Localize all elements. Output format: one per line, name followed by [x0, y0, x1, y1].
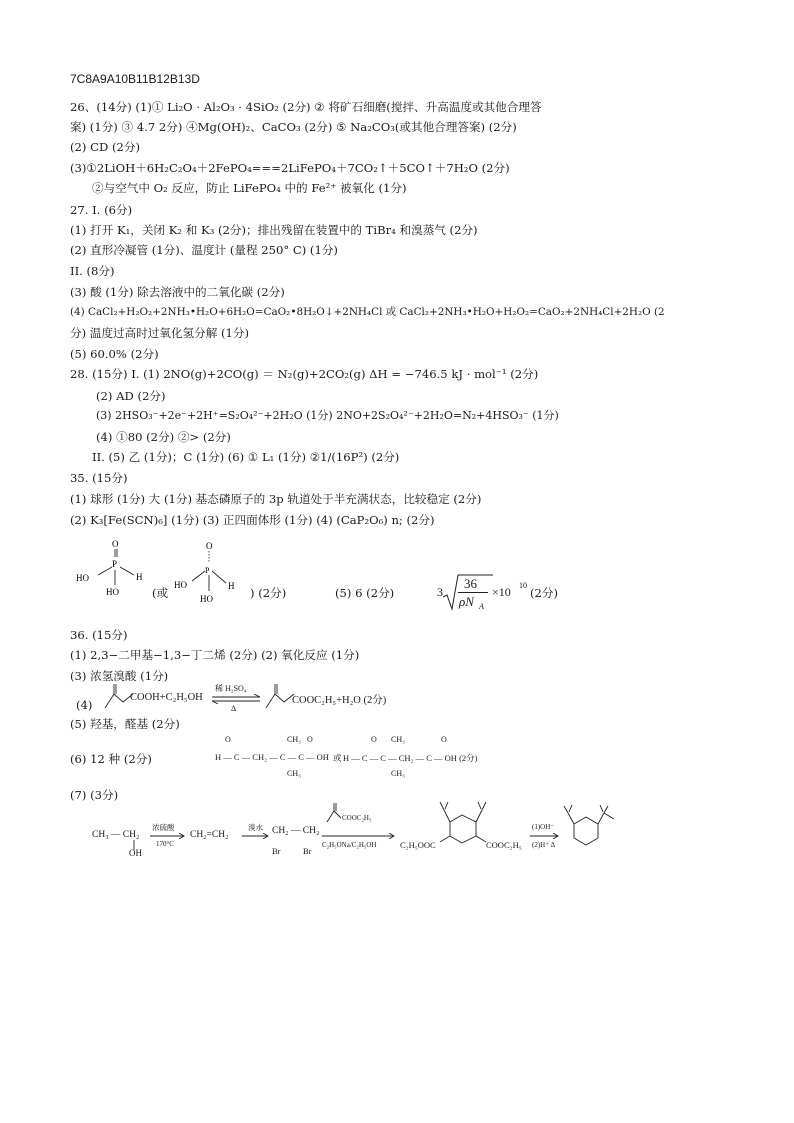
isomer2-ch3-top: CH₃ — [391, 735, 405, 744]
q36-part4-label: (4) — [76, 698, 93, 712]
q28-line-1: 28. (15分) I. (1) 2NO(g)+2CO(g) ＝ N₂(g)+2CO₂(g) ΔH = −746.5 kJ · mol⁻¹ (2分) — [70, 367, 539, 381]
route-arrow-1 — [150, 833, 186, 839]
q35-q6-score: (2分) — [530, 586, 559, 600]
isomer-or: 或 — [333, 753, 342, 763]
struct-ho-left: HO — [76, 573, 89, 583]
route-cond-1: 浓硫酸 — [152, 823, 175, 832]
q27-line-3: (2) 直形冷凝管 (1分)、温度计 (量程 250° C) (1分) — [70, 243, 338, 257]
q36-part6-label: (6) 12 种 (2分) — [70, 752, 152, 766]
h3po2-structure-2 — [172, 535, 252, 610]
q36-line-5: (5) 羟基，醛基 (2分) — [70, 717, 180, 731]
q35-struct-score: ) (2分) — [250, 586, 287, 600]
q36-line-1: 36. (15分) — [70, 628, 128, 642]
route-diester-left: C₂H₅OOC — [400, 840, 436, 850]
isomer2-o-top1: O — [371, 735, 377, 744]
struct-o-atom: O — [112, 539, 119, 549]
q28-line-2: (2) AD (2分) — [96, 389, 166, 403]
route-cond-4b: (2)H⁺ Δ — [532, 841, 556, 849]
struct2-h-atom: H — [228, 581, 235, 591]
q27-line-7: 分) 温度过高时过氧化氢分解 (1分) — [70, 326, 250, 340]
route-product-dione — [562, 804, 622, 854]
q27-line-5: (3) 酸 (1分) 除去溶液中的二氧化碳 (2分) — [70, 285, 285, 299]
root-index: 3 — [437, 585, 443, 599]
fraction-numerator: 36 — [464, 576, 477, 591]
route-ethene: CH₂=CH₂ — [190, 830, 229, 840]
route-start: CH₃ — CH₂ — [92, 830, 140, 840]
route-br-1: Br — [272, 846, 281, 856]
synthesis-route — [92, 800, 732, 870]
route-cond-3: COOC₂H₅ — [342, 814, 372, 822]
q35-or-label: (或 — [152, 586, 169, 600]
isomer1-o-top1: O — [225, 735, 231, 744]
q36-condition-heat: Δ — [231, 704, 237, 713]
q27-line-4: II. (8分) — [70, 264, 115, 278]
q26-line-1: 26、(14分) (1)① Li₂O · Al₂O₃ · 4SiO₂ (2分) ② 将矿石细磨(搅拌、升高温度或其他合理答 — [70, 100, 542, 114]
isomer-2: H — C — C — CH₂ — C — OH (2分) — [343, 753, 478, 763]
q36-reactants: COOH+C₂H₅OH — [130, 692, 203, 703]
q35-line-1: 35. (15分) — [70, 471, 128, 485]
q36-part7-label: (7) (3分) — [70, 788, 119, 802]
fraction-denominator: ρN — [459, 594, 474, 609]
reversible-arrow — [210, 694, 262, 704]
q35-line-3: (2) K₃[Fe(SCN)₆] (1分) (3) 正四面体形 (1分) (4) (CaP₂O₆) n; (2分) — [70, 513, 435, 527]
multiplier: ×10 — [492, 585, 511, 599]
isomer1-ch3-top: CH₃ — [287, 735, 301, 744]
route-cond-4: (1)OH⁻ — [532, 823, 554, 831]
isomer2-ch3-bottom: CH₃ — [391, 769, 405, 778]
q26-line-5: ②与空气中 O₂ 反应，防止 LiFePO₄ 中的 Fe²⁺ 被氧化 (1分) — [92, 181, 407, 195]
isomer1-ch3-bottom: CH₃ — [287, 769, 301, 778]
isomer-structures — [215, 735, 545, 785]
struct-h-atom: H — [136, 572, 143, 582]
q26-line-2: 案) (1分) ③ 4.7 2分) ④Mg(OH)₂、CaCO₃ (2分) ⑤ Na₂CO₃(或其他合理答案) (2分) — [70, 120, 517, 134]
route-diester-right: COOC₂H₅ — [486, 840, 522, 850]
q35-q5-answer: (5) 6 (2分) — [335, 586, 395, 600]
q28-line-4: (4) ①80 (2分) ②> (2分) — [96, 430, 231, 444]
q27-line-8: (5) 60.0% (2分) — [70, 347, 159, 361]
fraction-bar — [458, 592, 488, 593]
struct2-o-atom: O — [206, 541, 213, 551]
route-oh-bond — [132, 840, 136, 850]
q27-line-6: (4) CaCl₂+H₂O₂+2NH₃•H₂O+6H₂O=CaO₂•8H₂O↓+2NH₄Cl 或 CaCl₂+2NH₃•H₂O+H₂O₂=CaO₂+2NH₄Cl+2H₂O (2 — [70, 306, 665, 318]
fraction-denominator-sub: A — [479, 602, 484, 611]
struct2-ho-left: HO — [174, 580, 187, 590]
q36-line-3: (3) 浓氢溴酸 (1分) — [70, 669, 169, 683]
route-cond-2: 溴水 — [248, 823, 263, 832]
route-dibromide: CH₂ — CH₂ — [272, 826, 320, 836]
route-cond-1b: 170°C — [156, 840, 174, 848]
q35-line-2: (1) 球形 (1分) 大 (1分) 基态磷原子的 3p 轨道处于半充满状态，比较稳定 (2分) — [70, 492, 482, 506]
struct2-p-atom: P — [205, 566, 210, 575]
q36-line-2: (1) 2,3−二甲基−1,3−丁二烯 (2分) (2) 氧化反应 (1分) — [70, 648, 360, 662]
q27-line-2: (1) 打开 K₁，关闭 K₂ 和 K₃ (2分)；排出残留在装置中的 TiBr₄ 和溴蒸气 (2分) — [70, 223, 478, 237]
q28-line-5: II. (5) 乙 (1分)；C (1分) (6) ① L₁ (1分) ②1/(16P²) (2分) — [92, 450, 400, 464]
struct-ho-bottom: HO — [106, 587, 119, 597]
q26-line-3: (2) CD (2分) — [70, 140, 140, 154]
q28-line-3: (3) 2HSO₃⁻+2e⁻+2H⁺=S₂O₄²⁻+2H₂O (1分) 2NO+2S₂O₄²⁻+2H₂O=N₂+4HSO₃⁻ (1分) — [96, 409, 559, 422]
isomer-1: H — C — CH₂ — C — C — OH — [215, 752, 329, 762]
multiplier-exponent: 10 — [519, 581, 527, 590]
isomer2-o-top2: O — [441, 735, 447, 744]
q27-line-1: 27. I. (6分) — [70, 203, 133, 217]
q26-line-4: (3)①2LiOH＋6H₂C₂O₄＋2FePO₄===2LiFePO₄＋7CO₂↑＋5CO↑＋7H₂O (2分) — [70, 161, 510, 175]
q36-products: COOC₂H₅+H₂O (2分) — [292, 695, 387, 706]
isomer1-o-top2: O — [307, 735, 313, 744]
route-arrow-3 — [322, 833, 396, 839]
route-start-oh: OH — [129, 848, 142, 858]
route-cond-3b: C₂H₅ONa/C₂H₅OH — [322, 841, 377, 849]
q36-condition-acid: 稀 H₂SO₄ — [215, 684, 247, 693]
struct-p-atom: P — [112, 559, 118, 569]
answer-code-header: 7C8A9A10B11B12B13D — [70, 72, 200, 86]
route-arrow-2 — [242, 833, 270, 839]
route-br-2: Br — [303, 846, 312, 856]
route-arrow-4 — [530, 833, 560, 839]
struct2-ho-bottom: HO — [200, 594, 213, 604]
